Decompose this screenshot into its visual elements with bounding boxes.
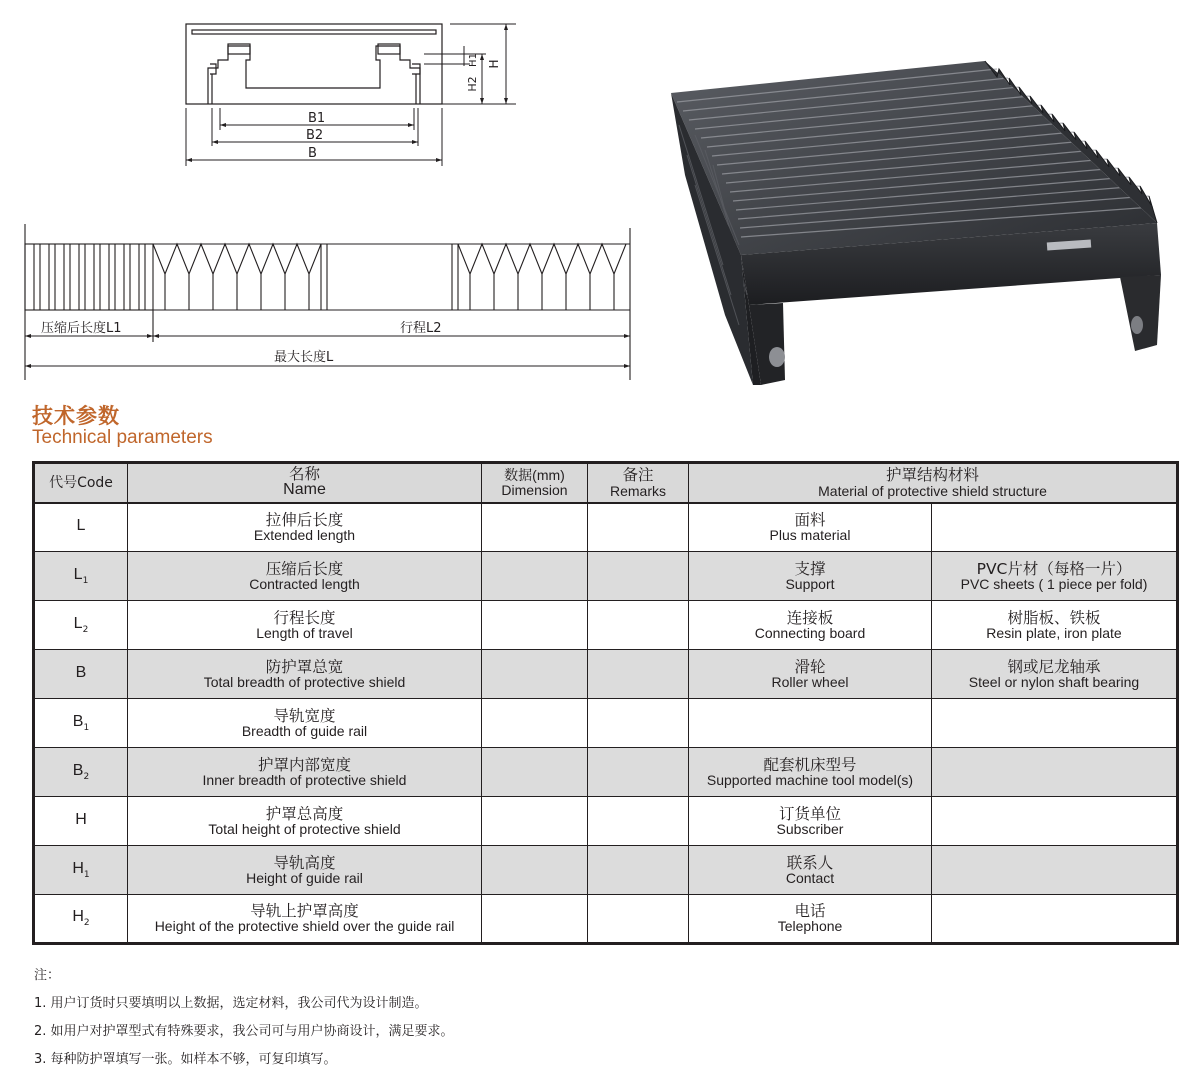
table-row — [34, 650, 1178, 699]
cell-dimension[interactable] — [482, 748, 588, 797]
cell-remarks[interactable] — [588, 650, 689, 699]
cell-material-value[interactable] — [932, 748, 1178, 797]
cell-remarks[interactable] — [588, 552, 689, 601]
label-h2: H2 — [466, 76, 479, 92]
label-b2: B2 — [306, 128, 324, 143]
cell-dimension[interactable] — [482, 601, 588, 650]
cell-name: 防护罩总宽 Total breadth of protective shield — [128, 650, 482, 699]
cell-code: $L_1$ — [34, 552, 128, 601]
cell-material-item: 面料 Plus material — [689, 503, 932, 552]
cell-material-value[interactable] — [932, 797, 1178, 846]
cell-dimension[interactable] — [482, 895, 588, 944]
cell-remarks[interactable] — [588, 503, 689, 552]
cell-material-value[interactable]: 钢或尼龙轴承 Steel or nylon shaft bearing — [932, 650, 1178, 699]
table-row — [34, 895, 1178, 944]
cell-name: 护罩总高度 Total height of protective shield — [128, 797, 482, 846]
cell-dimension[interactable] — [482, 650, 588, 699]
note-item: 3. 每种防护罩填写一张。如样本不够，可复印填写。 — [34, 1052, 337, 1067]
cell-code: $H_1$ — [34, 846, 128, 895]
cell-code: $B_1$ — [34, 699, 128, 748]
cell-remarks[interactable] — [588, 601, 689, 650]
cell-material-item: 订货单位 Subscriber — [689, 797, 932, 846]
cell-material-value[interactable] — [932, 846, 1178, 895]
spec-table — [32, 461, 1179, 945]
label-l2: 行程L2 — [400, 321, 442, 336]
cell-material-item: 连接板 Connecting board — [689, 601, 932, 650]
cell-code: L — [34, 503, 128, 552]
cell-code: $L_2$ — [34, 601, 128, 650]
note-item: 2. 如用户对护罩型式有特殊要求，我公司可与用户协商设计，满足要求。 — [34, 1024, 454, 1039]
cell-remarks[interactable] — [588, 846, 689, 895]
label-l1: 压缩后长度L1 — [41, 321, 122, 336]
table-row — [34, 601, 1178, 650]
cell-name: 行程长度 Length of travel — [128, 601, 482, 650]
table-row — [34, 503, 1178, 552]
cell-name: 导轨宽度 Breadth of guide rail — [128, 699, 482, 748]
cell-remarks[interactable] — [588, 699, 689, 748]
table-header-row — [34, 463, 1178, 503]
cell-material-item: 联系人 Contact — [689, 846, 932, 895]
cell-material-item: 配套机床型号 Supported machine tool model(s) — [689, 748, 932, 797]
cell-name: 拉伸后长度 Extended length — [128, 503, 482, 552]
cell-dimension[interactable] — [482, 797, 588, 846]
table-row — [34, 797, 1178, 846]
cell-name: 导轨上护罩高度 Height of the protective shield over the guide rail — [128, 895, 482, 944]
cell-dimension[interactable] — [482, 552, 588, 601]
cell-material-value[interactable] — [932, 895, 1178, 944]
notes — [34, 962, 454, 1074]
label-h: H — [487, 59, 501, 69]
header-remarks: 备注 Remarks — [588, 463, 689, 503]
label-l: 最大长度L — [274, 350, 334, 365]
cell-material-value[interactable] — [932, 699, 1178, 748]
cell-code: H — [34, 797, 128, 846]
cell-code: B — [34, 650, 128, 699]
cell-material-value[interactable] — [932, 503, 1178, 552]
label-b1: B1 — [308, 111, 326, 126]
table-row — [34, 699, 1178, 748]
cell-remarks[interactable] — [588, 895, 689, 944]
cell-dimension[interactable] — [482, 699, 588, 748]
cell-material-item: 滑轮 Roller wheel — [689, 650, 932, 699]
header-material: 护罩结构材料 Material of protective shield structure — [689, 463, 1178, 503]
cell-material-item: 支撑 Support — [689, 552, 932, 601]
section-title-en: Technical parameters — [32, 427, 213, 448]
table-row — [34, 552, 1178, 601]
cell-remarks[interactable] — [588, 748, 689, 797]
header-name: 名称 Name — [128, 463, 482, 503]
cell-remarks[interactable] — [588, 797, 689, 846]
notes-title: 注： — [34, 968, 61, 983]
length-diagram — [22, 224, 637, 384]
cell-material-value[interactable]: 树脂板、铁板 Resin plate, iron plate — [932, 601, 1178, 650]
header-code: 代号Code — [34, 463, 128, 503]
header-dimension: 数据(mm) Dimension — [482, 463, 588, 503]
cell-code: $H_2$ — [34, 895, 128, 944]
section-title-cn: 技术参数 — [32, 404, 120, 428]
cell-name: 护罩内部宽度 Inner breadth of protective shield — [128, 748, 482, 797]
cell-code: $B_2$ — [34, 748, 128, 797]
cell-material-value[interactable]: PVC片材（每格一片） PVC sheets ( 1 piece per fold) — [932, 552, 1178, 601]
cell-dimension[interactable] — [482, 846, 588, 895]
table-row — [34, 846, 1178, 895]
cell-material-item: 电话 Telephone — [689, 895, 932, 944]
cell-name: 压缩后长度 Contracted length — [128, 552, 482, 601]
label-b: B — [308, 146, 317, 161]
note-item: 1. 用户订货时只要填明以上数据，选定材料，我公司代为设计制造。 — [34, 996, 428, 1011]
table-row — [34, 748, 1178, 797]
cell-dimension[interactable] — [482, 503, 588, 552]
bellows-cover-photo — [665, 55, 1190, 390]
cross-section-diagram — [180, 18, 520, 178]
label-h1: H1 — [468, 53, 479, 67]
cell-name: 导轨高度 Height of guide rail — [128, 846, 482, 895]
cell-material-item — [689, 699, 932, 748]
